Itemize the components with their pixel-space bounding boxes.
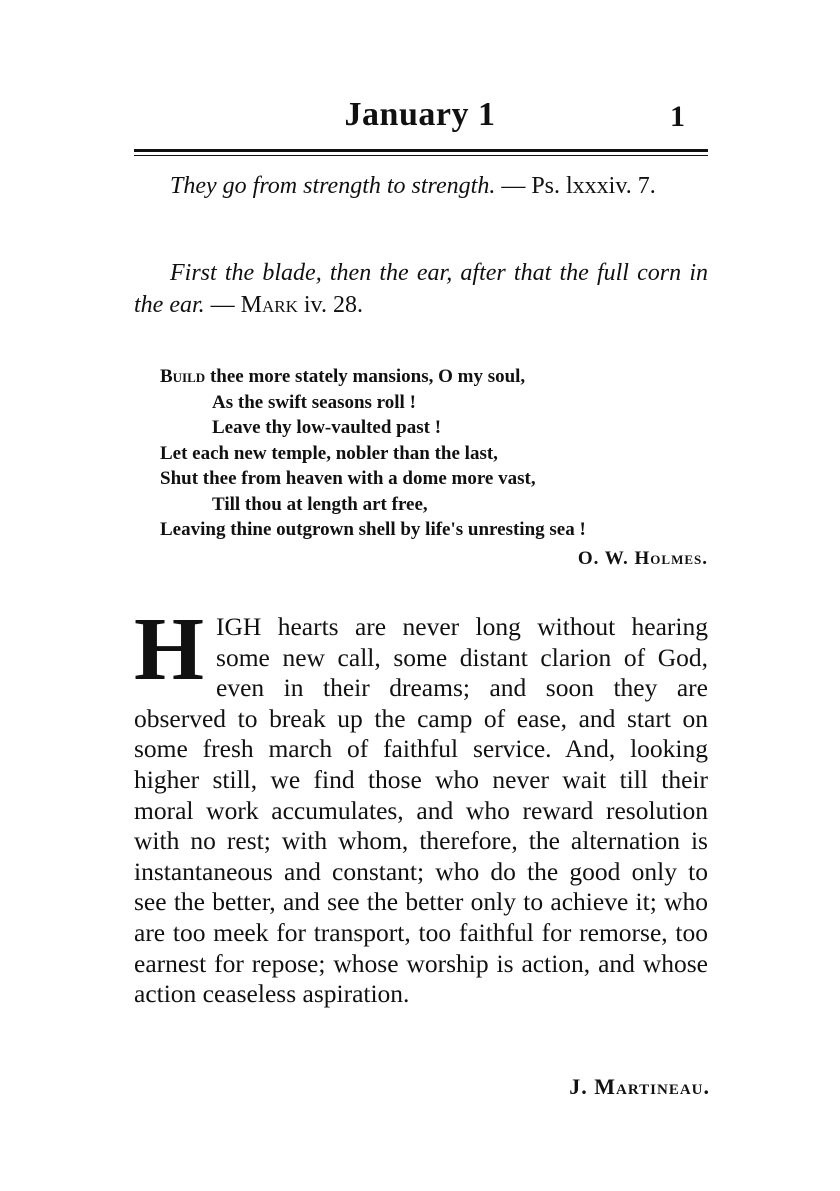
- page-number: 1: [670, 100, 685, 133]
- page-title: January 1: [344, 96, 496, 133]
- poem-line: Till thou at length art free,: [212, 493, 428, 515]
- poem-line: Leaving thine outgrown shell by life's unresting sea !: [160, 519, 586, 540]
- poem: [160, 364, 708, 543]
- prose-author: J. Martineau.: [569, 1074, 710, 1099]
- epigraph-mark: [134, 257, 708, 321]
- poem-line: As the swift seasons roll !: [212, 391, 416, 413]
- poem-line: Leave thy low-vaulted past !: [212, 417, 442, 438]
- epigraph-citation: — Ps. lxxxiv. 7.: [501, 173, 656, 199]
- poem-line: Shut thee from heaven with a dome more vast,: [160, 468, 536, 489]
- poem-line: Build thee more stately mansions, O my soul,: [160, 366, 526, 387]
- epigraph-text: First the blade, then the ear, after that the full corn in the ear.: [134, 260, 708, 318]
- drop-cap: H: [134, 600, 205, 699]
- epigraph-text: They go from strength to strength.: [170, 173, 496, 199]
- epigraph-citation-dash: —: [210, 292, 235, 318]
- prose-passage: [134, 600, 708, 1010]
- poem-author: O. W. Holmes.: [577, 548, 708, 569]
- header-rule: [134, 149, 708, 156]
- epigraph-citation-book: Mark: [240, 292, 298, 318]
- poem-line: Let each new temple, nobler than the last,: [160, 442, 498, 464]
- prose-text: IGH hearts are never long without hearing some new call, some distant clarion of God, even in their dreams; and soon they are observed to break up the camp of ease, and start on some fresh march of faithful service. And, looking higher still, we find those who never wait till their moral work accumulates, and who reward resolution with no rest; with whom, therefore, the alternation is instantaneous and constant; who do the good only to see the better, and see the better only to achieve it; who are too meek for transport, too faithful for remorse, too earnest for repose; whose worship is action, and whose action ceaseless aspiration.: [134, 612, 708, 1009]
- poem-first-word: Build: [160, 366, 206, 387]
- epigraph-psalm: [134, 170, 708, 202]
- epigraph-citation-ref: iv. 28.: [303, 292, 363, 318]
